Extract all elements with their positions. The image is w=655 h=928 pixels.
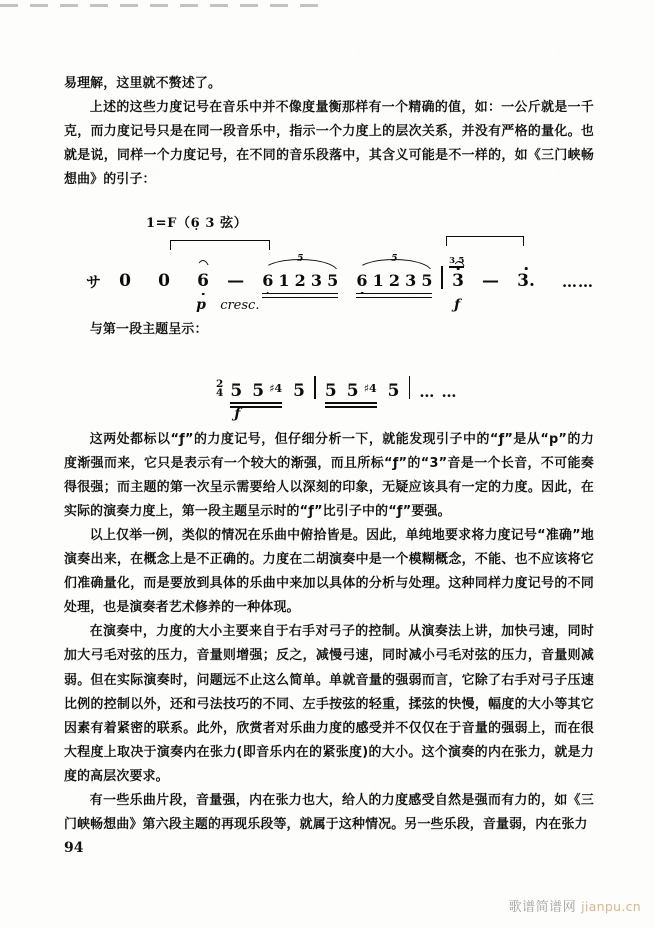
barline-3 bbox=[409, 376, 411, 399]
duration-dash-2: — bbox=[482, 271, 500, 292]
paragraph-1: 上述的这些力度记号在音乐中并不像度量衡那样有一个精确的值，如：一公斤就是一千克，而力度记号只是在同一段音乐中，指示一个力度上的层次关系，并没有严格的量化。也就是说，同样一个力度记号，在不同的音乐段落中，其含义可能是不一样的，如《三门峡畅想曲》的引子： bbox=[64, 100, 594, 188]
tuplet-a-note-5: 5 bbox=[327, 271, 339, 291]
beam-secondary-b bbox=[356, 297, 432, 299]
beam-primary-b bbox=[356, 293, 432, 295]
score-staff-line-2 bbox=[216, 356, 594, 422]
tuplet-a-note-4: 3 bbox=[310, 271, 323, 291]
note-group-accent bbox=[449, 256, 465, 314]
beam-primary-m1 bbox=[230, 402, 282, 404]
phrase-bracket-2 bbox=[446, 236, 524, 246]
tuplet-b-note-3: 2 bbox=[388, 271, 400, 291]
tuplet-number-b: 5 bbox=[391, 254, 398, 265]
spacer bbox=[64, 192, 594, 212]
time-signature bbox=[216, 377, 224, 400]
beam-primary-m2 bbox=[325, 402, 377, 404]
beam-secondary-m2 bbox=[325, 406, 377, 408]
tuplet-b-note-4: 3 bbox=[405, 271, 417, 291]
m2-note-2: 5 bbox=[346, 380, 359, 401]
m1-note-1: 5 bbox=[230, 380, 243, 401]
paragraph-4: 在演奏中，力度的大小主要来自于右手对弓子的控制。从演奏法上讲，加快弓速，同时加大弓毛对弦的压力，音量则增强；反之，减慢弓速，同时减小弓毛对弦的压力，音量则减弱。但在实际演奏时，问题远不止这么简单。单就音量的强弱而言，它除了右手对弓子压速比例的控制以外，还和弓法技巧的不同、左手按弦的轻重，揉弦的快慢，幅度的大小等其它因素有着紧密的联系。此外，欣赏者对乐曲力度的感受并不仅仅在于音量的强弱上，而在很大程度上取决于演奏内在张力(即音乐内在的紧张度)的大小。这个演奏的内在张力，就是力度的高层次要求。 bbox=[64, 624, 594, 784]
tuplet-a-note-1: 6 bbox=[262, 271, 274, 291]
m2-note-3-sharp: ♯4 bbox=[363, 381, 377, 395]
spacer bbox=[64, 400, 594, 428]
bow-direction-mark: サ bbox=[86, 273, 102, 292]
caption-second-example: 与第一段主题呈示： bbox=[89, 322, 208, 338]
note-3-high: 3 bbox=[452, 271, 464, 292]
m1-note-3-sharp: ♯4 bbox=[269, 381, 283, 395]
dynamic-piano: p bbox=[196, 297, 206, 314]
page-content bbox=[64, 72, 594, 837]
duration-dash: — bbox=[227, 271, 245, 292]
score-ellipsis-1: …… bbox=[562, 273, 595, 292]
m1-note-4: 5 bbox=[293, 380, 306, 401]
note-6-low: 6 bbox=[197, 271, 209, 292]
note-3-final: 3. bbox=[517, 271, 535, 292]
measure-1 bbox=[230, 380, 283, 422]
barline-1 bbox=[441, 266, 443, 289]
paragraph-2: 这两处都标以“ƒ”的力度记号，但仔细分析一下，就能发现引子中的“ƒ”是从“p”的力度渐强而来，它只是表示有一个较大的渐强，而且所标“ƒ”的“3”音是一个长音，不可能奏得很强；而主题的第一次呈示需要给人以深刻的印象，无疑应该具有一定的力度。因此，在实际的演奏力度上，第一段主题呈示时的“ƒ”比引子中的“ƒ”要强。 bbox=[64, 431, 594, 519]
tuplet-number-a: 5 bbox=[297, 254, 304, 265]
tuplet-b-note-1: 6 bbox=[356, 271, 368, 291]
score-staff-line-1 bbox=[86, 244, 595, 314]
time-signature-denominator: 4 bbox=[216, 387, 224, 400]
tuplet-group-b bbox=[356, 254, 433, 291]
scan-artifact-dashes bbox=[0, 4, 318, 7]
m2-note-4: 5 bbox=[387, 380, 400, 401]
spacer bbox=[64, 290, 594, 318]
site-watermark bbox=[509, 896, 641, 915]
grace-note-cluster: 3 5 bbox=[449, 256, 465, 267]
music-example-2 bbox=[64, 356, 594, 422]
spacer bbox=[64, 343, 594, 356]
tuplet-b-note-5: 5 bbox=[421, 271, 433, 291]
paragraph-5: 有一些乐曲片段，音量强，内在张力也大，给人的力度感受自然是强而有力的，如《三门峡畅想曲》第六段主题的再现乐段等，就属于这种情况。另一些乐段，音量弱，内在张力 bbox=[64, 792, 594, 833]
barline-2 bbox=[314, 376, 316, 399]
dynamic-forte: ƒ bbox=[454, 297, 461, 314]
m2-note-1: 5 bbox=[324, 380, 337, 401]
beam-secondary-a bbox=[262, 297, 338, 299]
time-signature-numerator: 2 bbox=[216, 377, 224, 390]
page-number: 94 bbox=[64, 840, 84, 856]
paragraph-continuation: 易理解，这里就不赘述了。 bbox=[64, 76, 222, 91]
paragraph-3: 以上仅举一例，类似的情况在乐曲中俯拾皆是。因此，单纯地要求将力度记号“准确”地演奏出来，在概念上是不正确的。力度在二胡演奏中是一个模糊概念，不能、也不应该将它们准确量化，而是要放到具体的乐曲中来加以具体的分析与处理。这种同样力度记号的不同处理，也是演奏者艺术修养的一种体现。 bbox=[64, 527, 594, 616]
rest-note-1: 0 bbox=[119, 271, 131, 292]
beam-primary-a bbox=[262, 293, 338, 295]
tuplet-b-note-2: 1 bbox=[372, 271, 384, 291]
rest-note-2: 0 bbox=[158, 271, 170, 292]
tuplet-a-note-2: 1 bbox=[278, 271, 290, 291]
expression-crescendo: cresc. bbox=[220, 298, 260, 314]
score-ellipsis-2: … … bbox=[419, 382, 458, 401]
dynamic-forte-2: ƒ bbox=[234, 405, 241, 422]
watermark-chinese-text: 歌谱简谱网 bbox=[508, 900, 577, 915]
tuplet-group-a bbox=[220, 254, 339, 314]
note-group-long bbox=[196, 271, 209, 314]
watermark-domain-text: jianpu.cn bbox=[581, 899, 641, 914]
music-example-1 bbox=[64, 212, 595, 314]
key-signature: 1=F（6̣ 3 弦） bbox=[146, 216, 248, 232]
tuplet-a-note-3: 2 bbox=[294, 271, 306, 291]
phrase-bracket-1 bbox=[170, 240, 270, 250]
m1-note-2: 5 bbox=[252, 380, 265, 401]
measure-2 bbox=[325, 381, 377, 400]
